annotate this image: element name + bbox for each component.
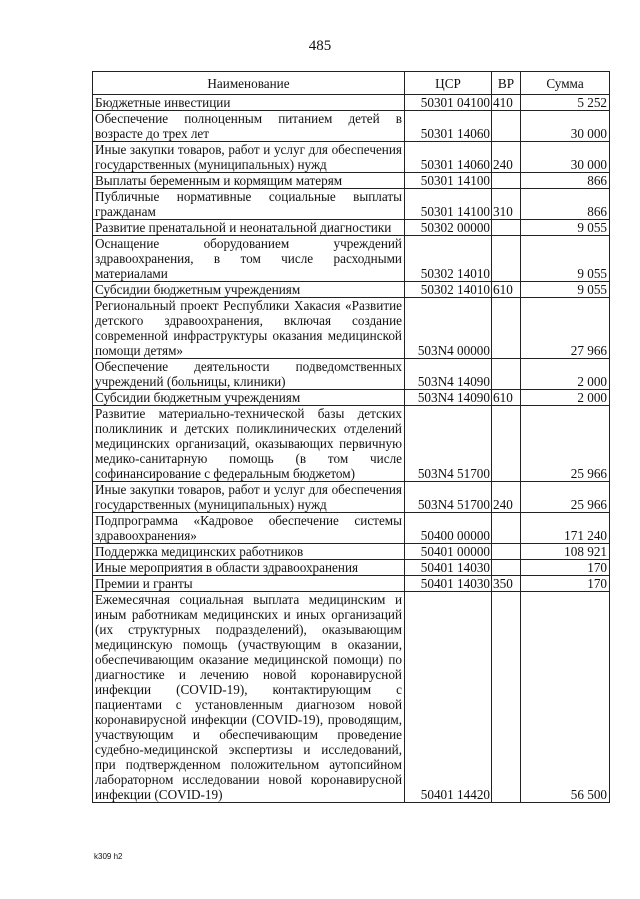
cell-sum: 108 921 <box>521 544 610 560</box>
table-row <box>93 95 610 111</box>
table-row <box>93 592 610 803</box>
table-row <box>93 111 610 142</box>
table-row <box>93 544 610 560</box>
cell-csr: 503N4 14090 <box>405 390 492 406</box>
page-number: 485 <box>308 38 332 54</box>
cell-csr: 50401 14420 <box>405 592 492 803</box>
table-row <box>93 189 610 220</box>
cell-vr <box>492 173 521 189</box>
table-row <box>93 173 610 189</box>
cell-vr <box>492 359 521 390</box>
cell-name: Обеспечение деятельности подведомственных учреждений (больницы, клиники) <box>93 359 405 390</box>
table-header-row <box>93 72 610 95</box>
cell-vr: 240 <box>492 482 521 513</box>
cell-vr: 610 <box>492 390 521 406</box>
cell-sum: 9 055 <box>521 282 610 298</box>
table-row <box>93 220 610 236</box>
cell-vr: 610 <box>492 282 521 298</box>
cell-sum: 2 000 <box>521 390 610 406</box>
cell-name: Премии и гранты <box>93 576 405 592</box>
footer-code: k309 h2 <box>94 852 123 861</box>
table-row <box>93 142 610 173</box>
cell-vr: 410 <box>492 95 521 111</box>
cell-csr: 503N4 14090 <box>405 359 492 390</box>
cell-vr <box>492 236 521 282</box>
cell-vr: 240 <box>492 142 521 173</box>
cell-vr: 310 <box>492 189 521 220</box>
header-name: Наименование <box>93 72 405 95</box>
cell-csr: 50400 00000 <box>405 513 492 544</box>
cell-sum: 9 055 <box>521 236 610 282</box>
cell-sum: 866 <box>521 189 610 220</box>
cell-sum: 866 <box>521 173 610 189</box>
table-row <box>93 390 610 406</box>
cell-csr: 50301 14100 <box>405 189 492 220</box>
cell-csr: 50401 14030 <box>405 576 492 592</box>
budget-table <box>92 71 610 803</box>
cell-vr <box>492 560 521 576</box>
cell-sum: 30 000 <box>521 142 610 173</box>
cell-vr <box>492 544 521 560</box>
cell-sum: 9 055 <box>521 220 610 236</box>
cell-sum: 5 252 <box>521 95 610 111</box>
cell-vr <box>492 592 521 803</box>
cell-sum: 2 000 <box>521 359 610 390</box>
cell-csr: 50301 14060 <box>405 111 492 142</box>
cell-name: Развитие пренатальной и неонатальной диагностики <box>93 220 405 236</box>
cell-sum: 171 240 <box>521 513 610 544</box>
header-vr: ВР <box>492 72 521 95</box>
cell-name: Оснащение оборудованием учреждений здравоохранения, в том числе расходными материалами <box>93 236 405 282</box>
cell-sum: 56 500 <box>521 592 610 803</box>
header-csr: ЦСР <box>405 72 492 95</box>
table-row <box>93 236 610 282</box>
cell-name: Подпрограмма «Кадровое обеспечение системы здравоохранения» <box>93 513 405 544</box>
cell-csr: 50301 14100 <box>405 173 492 189</box>
cell-csr: 50401 14030 <box>405 560 492 576</box>
cell-csr: 50302 00000 <box>405 220 492 236</box>
cell-name: Иные закупки товаров, работ и услуг для обеспечения государственных (муниципальных) нужд <box>93 142 405 173</box>
table-row <box>93 406 610 482</box>
cell-name: Региональный проект Республики Хакасия «Развитие детского здравоохранения, включая создание современной инфраструктуры оказания медицинской помощи детям» <box>93 298 405 359</box>
table-row <box>93 513 610 544</box>
cell-sum: 27 966 <box>521 298 610 359</box>
table-row <box>93 576 610 592</box>
table-body <box>93 95 610 803</box>
cell-vr <box>492 298 521 359</box>
cell-name: Выплаты беременным и кормящим матерям <box>93 173 405 189</box>
header-sum: Сумма <box>521 72 610 95</box>
cell-name: Субсидии бюджетным учреждениям <box>93 390 405 406</box>
cell-name: Развитие материально-технической базы детских поликлиник и детских поликлинических отделений медицинских организаций, оказывающих первичную медико-санитарную помощь (в том числе софинансирование с федеральным бюджетом) <box>93 406 405 482</box>
cell-name: Иные мероприятия в области здравоохранения <box>93 560 405 576</box>
cell-sum: 25 966 <box>521 406 610 482</box>
cell-name: Бюджетные инвестиции <box>93 95 405 111</box>
cell-name: Субсидии бюджетным учреждениям <box>93 282 405 298</box>
cell-csr: 503N4 51700 <box>405 482 492 513</box>
cell-csr: 50302 14010 <box>405 236 492 282</box>
cell-vr: 350 <box>492 576 521 592</box>
table-row <box>93 298 610 359</box>
cell-vr <box>492 513 521 544</box>
cell-vr <box>492 220 521 236</box>
cell-sum: 170 <box>521 560 610 576</box>
cell-name: Обеспечение полноценным питанием детей в возрасте до трех лет <box>93 111 405 142</box>
cell-name: Поддержка медицинских работников <box>93 544 405 560</box>
cell-csr: 503N4 51700 <box>405 406 492 482</box>
cell-sum: 25 966 <box>521 482 610 513</box>
cell-name: Ежемесячная социальная выплата медицинским и иным работникам медицинских и иных организаций (их структурных подразделений), оказывающим медицинскую помощь (участвующим в оказании, обеспечивающим оказание медицинской помощи) по диагностике и лечению новой коронавирусной инфекции (COVID-19), контактирующим с пациентами с установленным диагнозом новой коронавирусной инфекции (COVID-19), проводящим, участвующим и обеспечивающим проведение судебно-медицинской экспертизы и исследований, при подтвержденном положительном аутопсийном лабораторном исследовании новой коронавирусной инфекции (COVID-19) <box>93 592 405 803</box>
cell-csr: 50301 14060 <box>405 142 492 173</box>
cell-vr <box>492 406 521 482</box>
cell-csr: 503N4 00000 <box>405 298 492 359</box>
cell-name: Публичные нормативные социальные выплаты гражданам <box>93 189 405 220</box>
cell-sum: 30 000 <box>521 111 610 142</box>
cell-vr <box>492 111 521 142</box>
cell-sum: 170 <box>521 576 610 592</box>
cell-csr: 50301 04100 <box>405 95 492 111</box>
cell-csr: 50302 14010 <box>405 282 492 298</box>
table-row <box>93 359 610 390</box>
table-row <box>93 482 610 513</box>
cell-csr: 50401 00000 <box>405 544 492 560</box>
table-row <box>93 282 610 298</box>
cell-name: Иные закупки товаров, работ и услуг для обеспечения государственных (муниципальных) нужд <box>93 482 405 513</box>
table-row <box>93 560 610 576</box>
